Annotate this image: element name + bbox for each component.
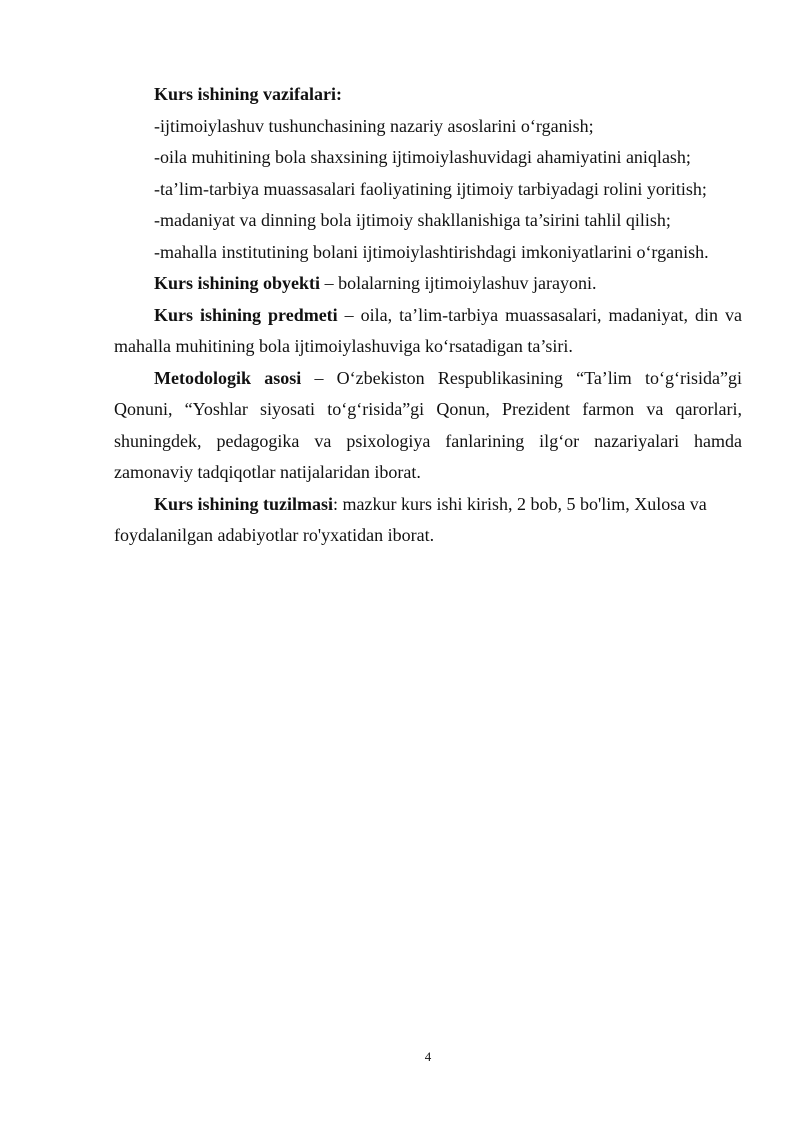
task-item: -ijtimoiylashuv tushunchasining nazariy asoslarini o‘rganish; — [154, 115, 594, 136]
methodology-text: – O‘zbekiston Respublikasining “Ta’lim to‘g‘risida”gi Qonuni, “Yoshlar siyosati to‘g‘risida”gi Qonun, Prezident farmon va qarorlari, shuningdek, pedagogika va psixologiya fanlarining ilg‘or nazariyalari hamda zamonaviy tadqiqotlar natijalaridan iborat. — [114, 367, 742, 482]
subject-paragraph — [114, 300, 742, 363]
page-body — [114, 79, 742, 552]
subject-text: – oila, ta’lim-tarbiya muassasalari, madaniyat, din va mahalla muhitining bola ijtimoiylashuviga ko‘rsatadigan ta’siri. — [114, 304, 742, 356]
task-item: -madaniyat va dinning bola ijtimoiy shakllanishiga ta’sirini tahlil qilish; — [154, 210, 671, 230]
task-item: -ta’lim-tarbiya muassasalari faoliyatining ijtimoiy tarbiyadagi rolini yoritish; — [154, 178, 707, 199]
structure-label: Kurs ishining tuzilmasi — [154, 493, 334, 514]
tasks-heading-text: Kurs ishining vazifalari: — [154, 84, 343, 104]
object-label: Kurs ishining obyekti — [154, 273, 321, 293]
methodology-label: Metodologik asosi — [154, 367, 302, 388]
structure-paragraph — [114, 489, 742, 552]
task-item: -mahalla institutining bolani ijtimoiylashtirishdagi imkoniyatlarini o‘rganish. — [154, 241, 709, 262]
structure-text: : mazkur kurs ishi kirish, 2 bob, 5 bo'lim, Xulosa va foydalanilgan adabiyotlar ro'yxatidan iborat. — [114, 493, 707, 545]
tasks-heading — [114, 79, 742, 111]
object-text: – bolalarning ijtimoiylashuv jarayoni. — [320, 273, 597, 293]
methodology-paragraph — [114, 363, 742, 489]
subject-label: Kurs ishining predmeti — [154, 304, 338, 325]
page-number: 4 — [424, 1049, 432, 1064]
task-item: -oila muhitining bola shaxsining ijtimoiylashuvidagi ahamiyatini aniqlash; — [154, 147, 691, 167]
object-paragraph — [114, 268, 742, 300]
